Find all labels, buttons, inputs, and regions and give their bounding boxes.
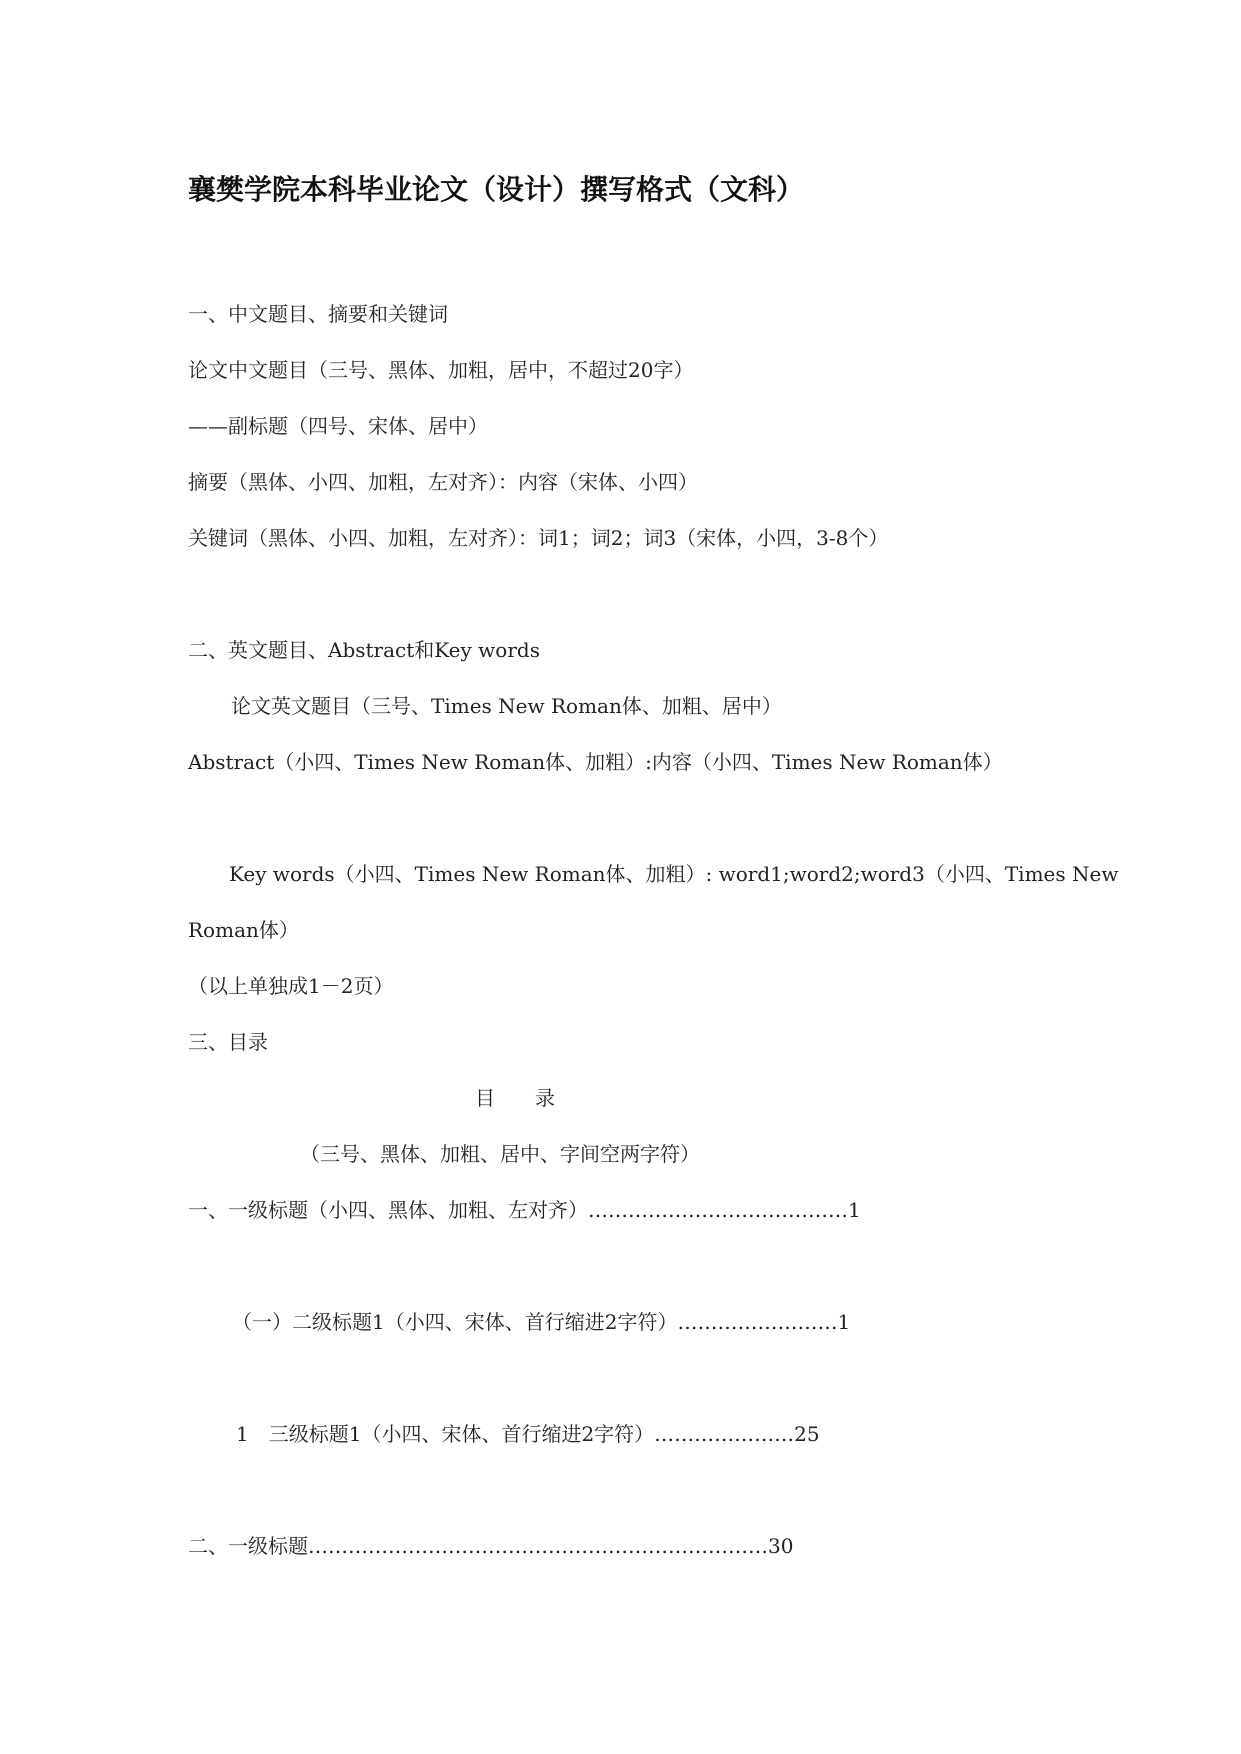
section2-keywords-line-1: Key words（小四、Times New Roman体、加粗）: word1;word2;word3（小四、Times New — [229, 862, 1119, 886]
section2-title-line: 论文英文题目（三号、Times New Roman体、加粗、居中） — [231, 694, 782, 718]
section2-note: （以上单独成1－2页） — [188, 974, 394, 998]
toc-entry-1: 一、一级标题（小四、黑体、加粗、左对齐）…………………………………1 — [188, 1198, 861, 1222]
section1-heading: 一、中文题目、摘要和关键词 — [188, 302, 448, 326]
toc-entry-3: 1 三级标题1（小四、宋体、首行缩进2字符）…………………25 — [236, 1422, 820, 1446]
toc-entry-2: （一）二级标题1（小四、宋体、首行缩进2字符）……………………1 — [232, 1310, 851, 1334]
toc-title-left: 目 — [475, 1086, 495, 1110]
document-title: 襄樊学院本科毕业论文（设计）撰写格式（文科） — [188, 173, 805, 206]
section1-line-4: 关键词（黑体、小四、加粗，左对齐）：词1；词2；词3（宋体，小四，3-8个） — [188, 526, 889, 550]
toc-title — [475, 1084, 555, 1112]
section3-heading: 三、目录 — [188, 1030, 268, 1054]
section2-heading: 二、英文题目、Abstract和Key words — [188, 638, 540, 662]
section2-keywords-line-2: Roman体） — [188, 918, 299, 942]
toc-title-note: （三号、黑体、加粗、居中、字间空两字符） — [300, 1142, 700, 1166]
section1-line-2: ——副标题（四号、宋体、居中） — [188, 414, 488, 438]
section1-line-1: 论文中文题目（三号、黑体、加粗，居中，不超过20字） — [188, 358, 694, 382]
section1-line-3: 摘要（黑体、小四、加粗，左对齐）：内容（宋体、小四） — [188, 470, 698, 494]
toc-title-right: 录 — [535, 1086, 555, 1110]
section2-abstract-line: Abstract（小四、Times New Roman体、加粗）:内容（小四、Times New Roman体） — [188, 750, 1003, 774]
toc-entry-4: 二、一级标题……………………………………………………………30 — [188, 1534, 794, 1558]
